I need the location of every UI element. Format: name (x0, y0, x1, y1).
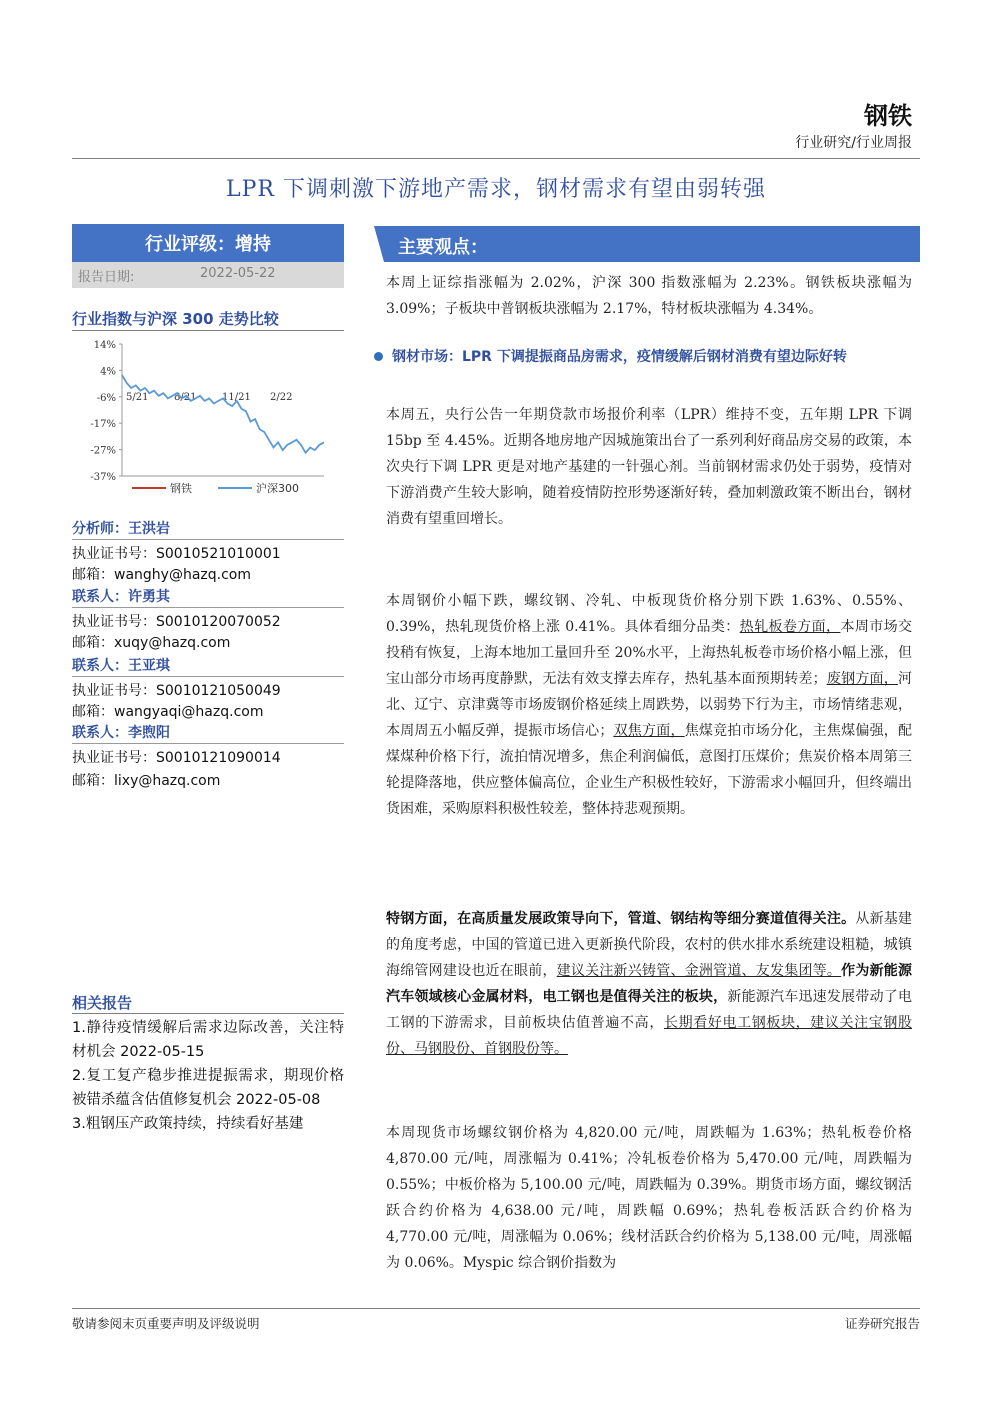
steel-market-bullet-text: 钢材市场：LPR 下调提振商品房需求，疫情缓解后钢材消费有望边际好转 (392, 349, 847, 365)
contact-name: 联系人：许勇其 (72, 586, 344, 608)
related-report-item[interactable]: 2.复工复产稳步推进提振需求，期现价格被错杀蕴含估值修复机会 2022-05-08 (72, 1068, 344, 1108)
sector-title: 钢铁 (864, 102, 912, 130)
hot-rolled-label: 热轧板卷方面， (739, 619, 841, 635)
weekly-index-summary: 本周上证综指涨幅为 2.02%，沪深 300 指数涨幅为 2.23%。钢铁板块涨幅为 3.09%；子板块中普钢板块涨幅为 2.17%，特材板块涨幅为 4.34%。 (386, 275, 912, 317)
disclaimer-note: 敬请参阅末页重要声明及评级说明 (72, 1316, 260, 1331)
spot-futures-paragraph: 本周现货市场螺纹钢价格为 4,820.00 元/吨，周跌幅为 1.63%；热轧板卷价格 4,870.00 元/吨，周涨幅为 0.41%；冷轧板卷价格为 5,470.00 元/吨，周跌幅为 0.55%；中板价格为 5,100.00 元/吨，周跌幅为 0.39%。期货市场方面，螺纹钢活跃合约价格为 4,638.00 元/吨，周跌幅 0.69%；热轧卷板活跃合约价格为 4,770.00 元/吨，周涨幅为 0.06%；线材活跃合约价格为 5,138.00 元/吨，周涨幅为 0.06%。Myspic 综合钢价指数为 (386, 1125, 912, 1271)
pipe-recommendation: 建议关注新兴铸管、金洲管道、友发集团等。 (556, 963, 842, 979)
report-category: 证券研究报告 (844, 1316, 920, 1331)
contact-email[interactable]: 邮箱：xuqy@hazq.com (72, 635, 231, 651)
footer-divider (72, 1308, 920, 1309)
price-text: 本周钢价小幅下跌，螺纹钢、冷轧、中板现货价格分别下跌 1.63%、0.55%、0.39%，热轧现货价格上涨 0.41%。具体看细分品类： (386, 593, 912, 635)
contact-cert: 执业证书号：S0010121090014 (72, 750, 281, 766)
y-tick-label: 14% (93, 340, 116, 351)
y-tick-label: -27% (90, 445, 116, 457)
related-reports-divider (72, 1013, 344, 1014)
related-reports-title: 相关报告 (72, 994, 133, 1012)
related-reports-list (72, 1016, 344, 1136)
related-report-item[interactable]: 3.粗钢压产政策持续，持续看好基建 (72, 1116, 304, 1132)
report-date-label: 报告日期: (78, 270, 135, 285)
contact-email[interactable]: 邮箱：wangyaqi@hazq.com (72, 704, 264, 720)
contact-cert: 执业证书号：S0010120070052 (72, 614, 281, 630)
key-points-heading (374, 226, 920, 262)
special-steel-text: 新能源汽车迅速发展带动了电工钢的下游需求，目前板块估值普遍不高， (386, 989, 913, 1031)
special-steel-text: 从新基建的角度考虑，中国的管道已进入更新换代阶段，农村的供水排水系统建设粗糙，城镇海绵管网建设也近在眼前， (386, 911, 913, 979)
key-points-heading-text: 主要观点： (398, 237, 488, 258)
analyst-email[interactable]: 邮箱：wanghy@hazq.com (72, 567, 251, 583)
legend-label: 钢铁 (170, 482, 192, 495)
header-divider (72, 158, 920, 159)
special-steel-paragraph (386, 906, 912, 1062)
y-tick-label: 4% (100, 366, 116, 378)
lpr-paragraph: 本周五，央行公告一年期贷款市场报价利率（LPR）维持不变，五年期 LPR 下调 15bp 至 4.45%。近期各地房地产因城施策出台了一系列利好商品房交易的政策，本次央行下调 LPR 更是对地产基建的一针强心剂。当前钢材需求仍处于弱势，疫情对下游消费产生较大影响，随着疫情防控形势逐渐好转，叠加刺激政策不断出台，钢材消费有望重回增长。 (386, 407, 912, 527)
report-title: LPR 下调刺激下游地产需求，钢材需求有望由弱转强 (226, 177, 766, 202)
bullet-dot-icon (374, 352, 383, 361)
steel-price-paragraph (386, 588, 912, 822)
scrap-steel-label: 废钢方面， (826, 671, 899, 687)
x-tick-label: 5/21 (126, 391, 149, 403)
contact-name: 联系人：李煦阳 (72, 722, 344, 744)
y-tick-label: -6% (96, 392, 116, 404)
report-date-value: 2022-05-22 (200, 266, 276, 281)
analyst-name: 分析师：王洪岩 (72, 518, 344, 540)
contact-cert: 执业证书号：S0010121050049 (72, 683, 281, 699)
index-comparison-chart (72, 336, 344, 506)
x-tick-label: 8/21 (174, 391, 197, 403)
industry-rating: 行业评级：增持 (72, 224, 344, 262)
related-report-item[interactable]: 1.静待疫情缓解后需求边际改善，关注特材机会 2022-05-15 (72, 1020, 344, 1060)
report-type: 行业研究/行业周报 (795, 135, 912, 151)
steel-market-bullet (374, 346, 920, 368)
contact-name: 联系人：王亚琪 (72, 655, 344, 677)
coking-label: 双焦方面， (613, 723, 685, 739)
price-text: 河北、辽宁、京津冀等市场废钢价格延续上周跌势，以弱势下行为主，市场情绪悲观，本周周五小幅反弹，提振市场信心； (386, 671, 913, 739)
price-text: 本周市场交投稍有恢复，上海本地加工量回升至 20%水平，上海热轧板卷市场价格小幅上涨，但宝山部分市场再度静默，无法有效支撑去库存，热轧基本面预期转差； (386, 619, 913, 687)
chart-section-title: 行业指数与沪深 300 走势比较 (72, 310, 279, 328)
heading-notch (374, 226, 384, 262)
electrical-steel-recommendation: 长期看好电工钢板块，建议关注宝钢股份、马钢股份、首钢股份等。 (386, 1015, 913, 1057)
chart-section-divider (72, 330, 344, 331)
analyst-cert: 执业证书号：S0010521010001 (72, 546, 281, 562)
special-steel-highlight: 特钢方面，在高质量发展政策导向下，管道、钢结构等细分赛道值得关注。 (386, 911, 856, 927)
legend-label: 沪深300 (256, 482, 299, 495)
y-tick-label: -17% (90, 419, 116, 431)
contact-email[interactable]: 邮箱：lixy@hazq.com (72, 773, 221, 789)
x-tick-label: 2/22 (270, 391, 293, 403)
x-tick-label: 11/21 (222, 391, 251, 403)
series-line (122, 375, 324, 453)
y-tick-label: -37% (90, 472, 116, 483)
price-text: 焦煤竞拍市场分化，主焦煤偏强，配煤煤种价格下行，流拍情况增多，焦企利润偏低，意图打压煤价；焦炭价格本周第三轮提降落地，供应整体偏高位，企业生产积极性较好，下游需求小幅回升，但终端出货困难，采购原料积极性较差，整体持悲观预期。 (386, 723, 913, 817)
electrical-steel-highlight: 作为新能源汽车领域核心金属材料，电工钢也是值得关注的板块， (386, 963, 913, 1005)
report-date (72, 262, 344, 288)
